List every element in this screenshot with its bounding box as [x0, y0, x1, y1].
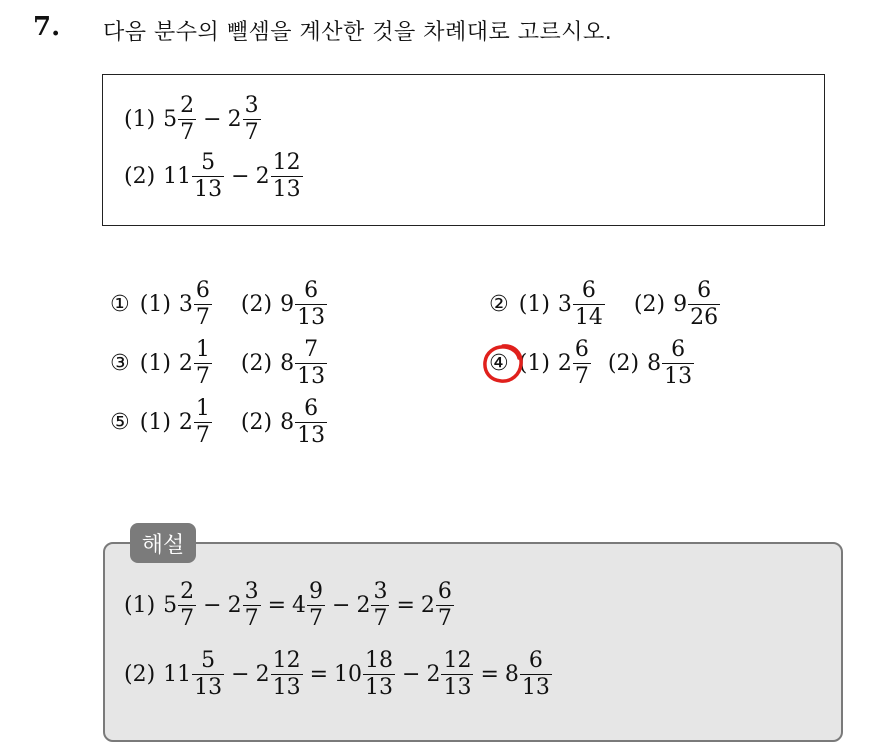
fraction: $\frac{6}{26}$: [690, 278, 719, 330]
choice-5[interactable]: [110, 398, 328, 447]
whole-number: 8: [280, 351, 295, 376]
choice-1[interactable]: [110, 280, 328, 329]
fraction: $\frac{6}{13}$: [664, 337, 693, 389]
whole-number: 2: [255, 662, 270, 687]
selected-answer-circle-icon: [480, 341, 526, 387]
operator: −: [231, 164, 250, 189]
whole-number: 3: [557, 292, 572, 317]
whole-number: 9: [673, 292, 688, 317]
whole-number: 2: [356, 593, 371, 618]
part-label: (1): [139, 292, 171, 317]
part-label: (1): [518, 351, 550, 376]
equals-sign: =: [480, 662, 499, 687]
fraction: $\frac{12}{13}$: [272, 150, 301, 202]
operator: −: [231, 662, 250, 687]
fraction: $\frac{6}{7}$: [574, 337, 589, 389]
fraction: $\frac{6}{13}$: [297, 396, 326, 448]
operator: −: [203, 593, 222, 618]
fraction: $\frac{5}{13}$: [194, 150, 223, 202]
whole-number: 2: [227, 107, 242, 132]
choice-mark: ⑤: [110, 410, 130, 435]
choice-mark: ②: [489, 292, 509, 317]
fraction: $\frac{18}{13}$: [365, 648, 394, 700]
whole-number: 5: [163, 593, 178, 618]
fraction: $\frac{3}{7}$: [244, 579, 259, 631]
whole-number: 2: [557, 351, 572, 376]
part-label: (2): [633, 292, 666, 317]
whole-number: 8: [504, 662, 519, 687]
fraction: $\frac{6}{13}$: [297, 278, 326, 330]
whole-number: 10: [334, 662, 363, 687]
operator: −: [203, 107, 222, 132]
solution-line-2: [124, 650, 553, 699]
part-label: (2): [124, 662, 156, 687]
choice-mark: ③: [110, 351, 130, 376]
problem-line-1: [124, 95, 262, 144]
question-number: 7.: [33, 12, 61, 42]
fraction: $\frac{2}{7}$: [180, 579, 195, 631]
operator: −: [332, 593, 351, 618]
equals-sign: =: [267, 593, 287, 618]
whole-number: 2: [420, 593, 435, 618]
whole-number: 2: [426, 662, 441, 687]
fraction: $\frac{5}{13}$: [194, 648, 223, 700]
whole-number: 3: [178, 292, 193, 317]
equals-sign: =: [309, 662, 329, 687]
whole-number: 2: [255, 164, 270, 189]
question-text: 다음 분수의 뺄셈을 계산한 것을 차례대로 고르시오.: [103, 20, 613, 45]
fraction: $\frac{1}{7}$: [195, 396, 210, 448]
solution-tag: 해설: [130, 523, 196, 563]
solution-line-1: [124, 581, 455, 630]
fraction: $\frac{6}{7}$: [195, 278, 210, 330]
part-label: (1): [139, 410, 171, 435]
fraction: $\frac{6}{13}$: [521, 648, 550, 700]
solution-box: [103, 542, 843, 742]
whole-number: 8: [647, 351, 662, 376]
whole-number: 8: [280, 410, 295, 435]
part-label: (2): [607, 351, 640, 376]
whole-number: 2: [178, 351, 193, 376]
problem-line-2: [124, 152, 304, 201]
fraction: $\frac{3}{7}$: [373, 579, 388, 631]
whole-number: 11: [163, 164, 192, 189]
whole-number: 5: [163, 107, 178, 132]
operator: −: [402, 662, 421, 687]
fraction: $\frac{9}{7}$: [309, 579, 324, 631]
whole-number: 2: [227, 593, 242, 618]
fraction: $\frac{12}{13}$: [443, 648, 472, 700]
part-label: (1): [139, 351, 171, 376]
problem-label: (2): [124, 164, 156, 189]
whole-number: 4: [292, 593, 307, 618]
fraction: $\frac{6}{14}$: [574, 278, 603, 330]
part-label: (1): [124, 593, 156, 618]
whole-number: 2: [178, 410, 193, 435]
fraction: $\frac{7}{13}$: [297, 337, 326, 389]
choice-mark: ①: [110, 292, 130, 317]
part-label: (1): [518, 292, 550, 317]
choice-2[interactable]: [489, 280, 721, 329]
fraction: $\frac{2}{7}$: [180, 93, 195, 145]
part-label: (2): [240, 351, 273, 376]
part-label: (2): [240, 292, 273, 317]
choice-3[interactable]: [110, 339, 328, 388]
fraction: $\frac{6}{7}$: [437, 579, 452, 631]
fraction: $\frac{1}{7}$: [195, 337, 210, 389]
whole-number: 11: [163, 662, 192, 687]
problem-label: (1): [124, 107, 156, 132]
equals-sign: =: [396, 593, 415, 618]
fraction: $\frac{3}{7}$: [244, 93, 259, 145]
fraction: $\frac{12}{13}$: [272, 648, 301, 700]
whole-number: 9: [280, 292, 295, 317]
part-label: (2): [240, 410, 273, 435]
choice-mark: ④: [489, 351, 509, 376]
